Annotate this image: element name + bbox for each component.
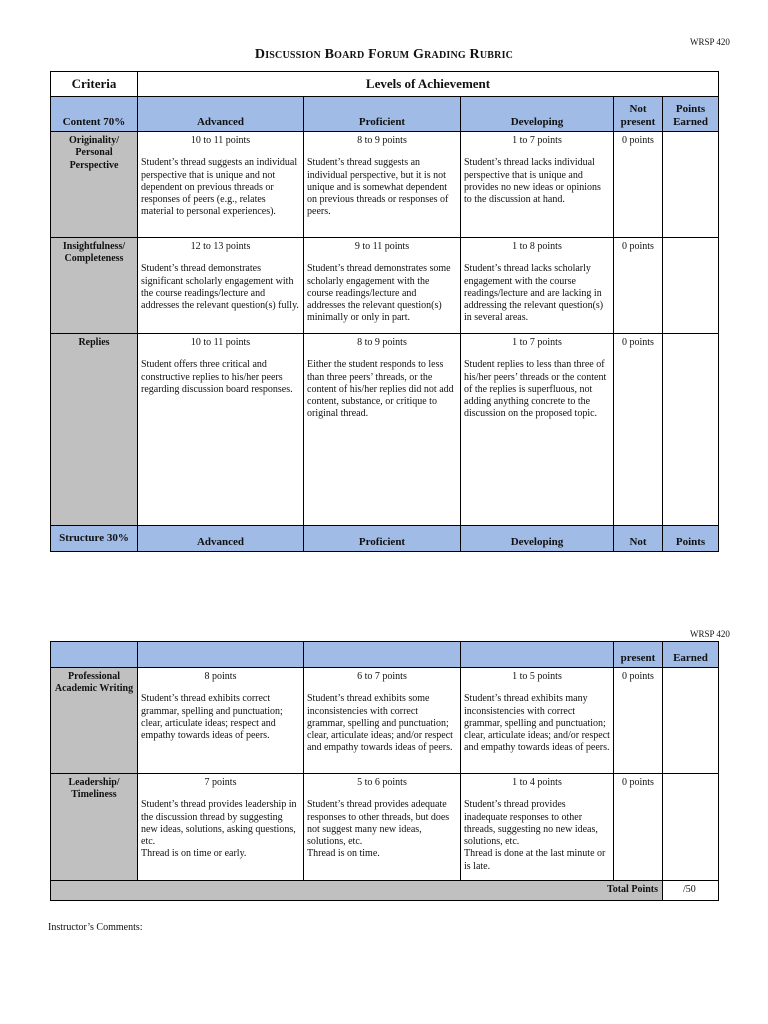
descriptor: Student’s thread provides adequate responses to other threads, but does not suggest many new ideas, solutions, etc. — [307, 799, 450, 848]
points-earned-cell — [663, 238, 719, 334]
points-earned-cell — [663, 132, 719, 238]
not-present-cell: 0 points — [614, 132, 663, 238]
points-range: 6 to 7 points — [357, 671, 407, 682]
descriptor: Student’s thread suggests an individual perspective that is unique and not dependent on previous threads or responses of peers (e.g., relates material to personal experiences). — [141, 157, 298, 218]
descriptor: Student’s thread exhibits many inconsistencies with correct grammar, spelling and punctuation; clear, articulate ideas; and/or respect and empathy towards ideas of peers. — [464, 693, 610, 754]
descriptor: Student’s thread provides leadership in the discussion thread by suggesting new ideas, solutions, asking questions, etc. — [141, 799, 297, 848]
criterion-label: Leadership/ Timeliness — [51, 774, 138, 881]
descriptor: Student’s thread lacks scholarly engagement with the course readings/lecture and are lacking in addressing the relevant question(s) in several areas. — [464, 263, 604, 324]
criterion-label: Originality/ Personal Perspective — [51, 132, 138, 238]
not-present-cell: 0 points — [614, 334, 663, 526]
points-earned-cell — [663, 334, 719, 526]
course-code-header: WRSP 420 — [690, 37, 730, 47]
developing-cell — [461, 238, 614, 334]
total-points-value: /50 — [663, 881, 719, 901]
points-range: 8 points — [204, 671, 237, 682]
advanced-cell — [138, 238, 304, 334]
descriptor: Student’s thread suggests an individual perspective, but it is not unique and is somewhat dependent on previous threads or responses of peers. — [307, 157, 449, 218]
rubric-table-page2 — [50, 641, 719, 901]
header-blank — [461, 642, 614, 668]
header-blank — [304, 642, 461, 668]
criterion-label: Replies — [51, 334, 138, 526]
course-code-header: WRSP 420 — [690, 629, 730, 639]
table-row — [51, 238, 719, 334]
not-present-cell: 0 points — [614, 774, 663, 881]
timeliness-note: Thread is on time. — [307, 848, 380, 860]
col-developing: Developing — [461, 97, 614, 132]
developing-cell — [461, 334, 614, 526]
descriptor: Student’s thread demonstrates significant scholarly engagement with the course readings/lecture and addresses the relevant question(s) fully. — [141, 263, 299, 312]
col-advanced: Advanced — [138, 97, 304, 132]
table-row — [51, 774, 719, 881]
table-row — [51, 132, 719, 238]
proficient-cell — [304, 774, 461, 881]
timeliness-note: Thread is done at the last minute or is late. — [464, 848, 606, 872]
advanced-cell — [138, 668, 304, 774]
points-range: 10 to 11 points — [190, 135, 251, 146]
structure-section-label: Structure 30% — [51, 526, 138, 552]
table-row — [51, 334, 719, 526]
points-range: 1 to 7 points — [512, 135, 562, 146]
advanced-cell — [138, 334, 304, 526]
col-points-earned: Points Earned — [663, 97, 719, 132]
total-points-label: Total Points — [51, 881, 663, 901]
descriptor: Either the student responds to less than three peers’ threads, or the content of his/her replies did not add content, substance, or critique to original thread. — [307, 359, 454, 420]
points-range: 8 to 9 points — [357, 135, 407, 146]
content-section-label: Content 70% — [51, 97, 138, 132]
points-earned-cell — [663, 774, 719, 881]
descriptor: Student’s thread exhibits correct grammar, spelling and punctuation; clear, articulate ideas; respect and empathy towards ideas of peers. — [141, 693, 283, 742]
col-not-present: Not present — [614, 97, 663, 132]
developing-cell — [461, 774, 614, 881]
points-range: 1 to 4 points — [512, 777, 562, 788]
table-row — [51, 668, 719, 774]
col-advanced: Advanced — [138, 526, 304, 552]
col-not-present: Not — [614, 526, 663, 552]
header-blank — [51, 642, 138, 668]
points-range: 1 to 7 points — [512, 337, 562, 348]
levels-header: Levels of Achievement — [138, 72, 719, 97]
not-present-cell: 0 points — [614, 238, 663, 334]
header-blank — [138, 642, 304, 668]
points-range: 8 to 9 points — [357, 337, 407, 348]
descriptor: Student’s thread lacks individual perspective that is unique and provides no new ideas or opinions to the discussion at hand. — [464, 157, 601, 206]
developing-cell — [461, 668, 614, 774]
page-title: Discussion Board Forum Grading Rubric — [254, 47, 514, 62]
descriptor: Student’s thread demonstrates some scholarly engagement with the course readings/lecture and addresses the relevant question(s) minimally or only in part. — [307, 263, 451, 324]
col-proficient: Proficient — [304, 526, 461, 552]
advanced-cell — [138, 774, 304, 881]
proficient-cell — [304, 132, 461, 238]
col-proficient: Proficient — [304, 97, 461, 132]
points-range: 1 to 5 points — [512, 671, 562, 682]
points-range: 7 points — [204, 777, 237, 788]
developing-cell — [461, 132, 614, 238]
timeliness-note: Thread is on time or early. — [141, 848, 247, 860]
advanced-cell — [138, 132, 304, 238]
points-range: 9 to 11 points — [354, 241, 410, 252]
descriptor: Student replies to less than three of his/her peers’ threads or the content of the replies is superfluous, not adding anything concrete to the discussion on the proposed topic. — [464, 359, 607, 420]
points-range: 5 to 6 points — [357, 777, 407, 788]
col-points-earned: Points — [663, 526, 719, 552]
descriptor: Student offers three critical and constructive replies to his/her peers regarding discussion board responses. — [141, 359, 293, 395]
points-range: 12 to 13 points — [190, 241, 251, 252]
points-earned-cell — [663, 668, 719, 774]
not-present-cell: 0 points — [614, 668, 663, 774]
proficient-cell — [304, 668, 461, 774]
col-developing: Developing — [461, 526, 614, 552]
col-points-earned: Earned — [663, 642, 719, 668]
points-range: 1 to 8 points — [512, 241, 562, 252]
descriptor: Student’s thread provides inadequate responses to other threads, suggesting no new ideas, solutions, etc. — [464, 799, 598, 848]
col-not-present: present — [614, 642, 663, 668]
rubric-table-page1 — [50, 71, 719, 552]
points-range: 10 to 11 points — [190, 337, 251, 348]
criterion-label: Insightfulness/ Completeness — [51, 238, 138, 334]
instructor-comments-label: Instructor’s Comments: — [48, 922, 143, 933]
proficient-cell — [304, 334, 461, 526]
proficient-cell — [304, 238, 461, 334]
criteria-header: Criteria — [51, 72, 138, 97]
criterion-label: Professional Academic Writing — [51, 668, 138, 774]
descriptor: Student’s thread exhibits some inconsistencies with correct grammar, spelling and punctuation; clear, articulate ideas; and/or respect and empathy towards ideas of peers. — [307, 693, 453, 754]
